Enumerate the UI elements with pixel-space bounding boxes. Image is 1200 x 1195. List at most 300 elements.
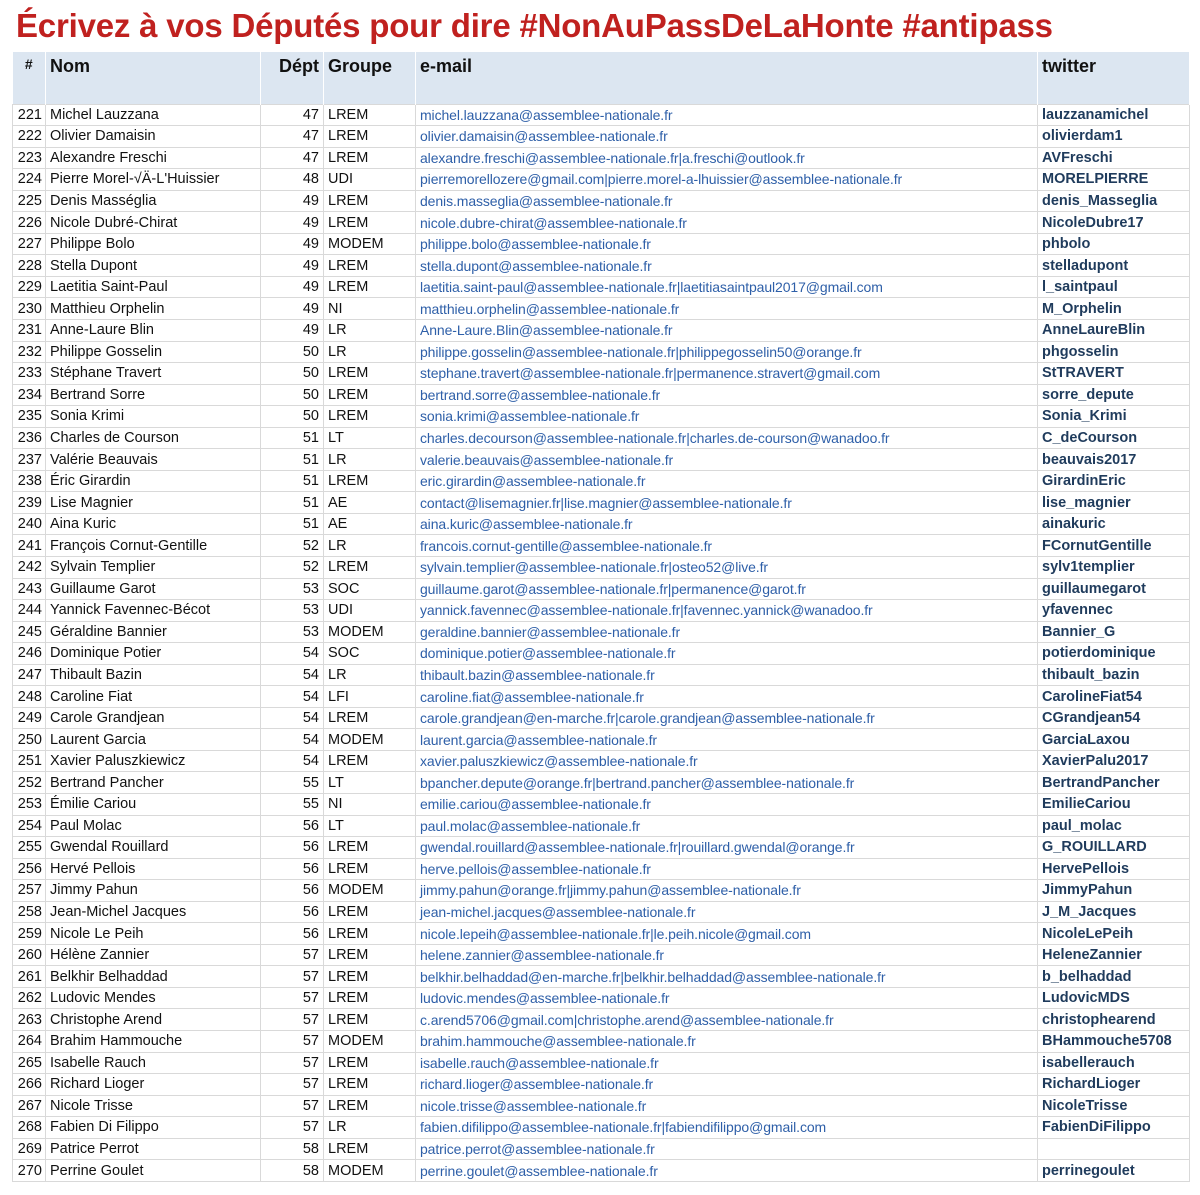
department-number: 47 [261,126,324,148]
email-link[interactable]: laetitia.saint-paul@assemblee-nationale.fr|laetitiasaintpaul2017@gmail.com [416,276,1038,298]
row-number: 243 [13,578,46,600]
political-group: MODEM [324,729,416,751]
email-link[interactable]: c.arend5706@gmail.com|christophe.arend@assemblee-nationale.fr [416,1009,1038,1031]
row-number: 250 [13,729,46,751]
twitter-handle[interactable]: AVFreschi [1038,147,1190,169]
row-number: 246 [13,643,46,665]
department-number: 47 [261,104,324,126]
column-header-number: # [13,52,46,104]
table-row [13,621,1190,643]
table-row [13,1095,1190,1117]
department-number: 53 [261,621,324,643]
political-group: LREM [324,901,416,923]
deputy-name: Bertrand Sorre [46,384,261,406]
department-number: 54 [261,750,324,772]
twitter-handle[interactable]: BHammouche5708 [1038,1031,1190,1053]
row-number: 239 [13,492,46,514]
email-link[interactable]: patrice.perrot@assemblee-nationale.fr [416,1138,1038,1160]
twitter-handle[interactable]: perrinegoulet [1038,1160,1190,1182]
row-number: 222 [13,126,46,148]
twitter-handle[interactable]: b_belhaddad [1038,966,1190,988]
deputy-name: Nicole Dubré-Chirat [46,212,261,234]
row-number: 247 [13,664,46,686]
table-row [13,470,1190,492]
email-link[interactable]: caroline.fiat@assemblee-nationale.fr [416,686,1038,708]
row-number: 254 [13,815,46,837]
email-link[interactable]: ludovic.mendes@assemblee-nationale.fr [416,987,1038,1009]
deputy-name: Christophe Arend [46,1009,261,1031]
twitter-handle[interactable]: M_Orphelin [1038,298,1190,320]
department-number: 51 [261,470,324,492]
deputy-name: Alexandre Freschi [46,147,261,169]
twitter-handle[interactable]: thibault_bazin [1038,664,1190,686]
deputy-name: Aina Kuric [46,513,261,535]
deputy-name: Michel Lauzzana [46,104,261,126]
twitter-handle[interactable]: christophearend [1038,1009,1190,1031]
row-number: 249 [13,707,46,729]
twitter-handle[interactable]: paul_molac [1038,815,1190,837]
email-link[interactable]: charles.decourson@assemblee-nationale.fr|charles.de-courson@wanadoo.fr [416,427,1038,449]
twitter-handle[interactable]: NicoleLePeih [1038,923,1190,945]
twitter-handle[interactable]: HervePellois [1038,858,1190,880]
political-group: LREM [324,1138,416,1160]
twitter-handle[interactable]: lise_magnier [1038,492,1190,514]
email-link[interactable]: contact@lisemagnier.fr|lise.magnier@assemblee-nationale.fr [416,492,1038,514]
deputy-name: Éric Girardin [46,470,261,492]
row-number: 251 [13,750,46,772]
table-body [13,104,1190,1181]
twitter-handle[interactable]: denis_Masseglia [1038,190,1190,212]
table-row [13,600,1190,622]
table-row [13,384,1190,406]
twitter-handle[interactable]: CarolineFiat54 [1038,686,1190,708]
row-number: 245 [13,621,46,643]
deputy-name: Charles de Courson [46,427,261,449]
email-link[interactable]: perrine.goulet@assemblee-nationale.fr [416,1160,1038,1182]
twitter-handle[interactable]: phgosselin [1038,341,1190,363]
table-row [13,837,1190,859]
deputy-name: Brahim Hammouche [46,1031,261,1053]
table-row [13,298,1190,320]
twitter-handle[interactable]: CGrandjean54 [1038,707,1190,729]
table-row [13,664,1190,686]
email-link[interactable]: fabien.difilippo@assemblee-nationale.fr|fabiendifilippo@gmail.com [416,1117,1038,1139]
table-row [13,556,1190,578]
political-group: LR [324,449,416,471]
email-link[interactable]: philippe.gosselin@assemblee-nationale.fr|philippegosselin50@orange.fr [416,341,1038,363]
twitter-handle[interactable]: yfavennec [1038,600,1190,622]
row-number: 262 [13,987,46,1009]
table-row [13,212,1190,234]
twitter-handle[interactable]: MORELPIERRE [1038,169,1190,191]
political-group: LREM [324,923,416,945]
political-group: LREM [324,126,416,148]
political-group: LREM [324,212,416,234]
deputy-name: Philippe Gosselin [46,341,261,363]
email-link[interactable]: yannick.favennec@assemblee-nationale.fr|favennec.yannick@wanadoo.fr [416,600,1038,622]
table-row [13,858,1190,880]
department-number: 56 [261,880,324,902]
department-number: 51 [261,427,324,449]
deputy-name: Belkhir Belhaddad [46,966,261,988]
political-group: AE [324,513,416,535]
email-link[interactable]: eric.girardin@assemblee-nationale.fr [416,470,1038,492]
department-number: 58 [261,1160,324,1182]
table-row [13,535,1190,557]
deputy-name: Bertrand Pancher [46,772,261,794]
department-number: 57 [261,1074,324,1096]
email-link[interactable]: valerie.beauvais@assemblee-nationale.fr [416,449,1038,471]
table-row [13,880,1190,902]
department-number: 58 [261,1138,324,1160]
political-group: LREM [324,987,416,1009]
political-group: AE [324,492,416,514]
deputy-name: Denis Masséglia [46,190,261,212]
twitter-handle[interactable]: olivierdam1 [1038,126,1190,148]
department-number: 54 [261,729,324,751]
table-row [13,1138,1190,1160]
row-number: 237 [13,449,46,471]
email-link[interactable]: denis.masseglia@assemblee-nationale.fr [416,190,1038,212]
twitter-handle[interactable]: l_saintpaul [1038,276,1190,298]
column-header-email: e-mail [416,52,1038,104]
row-number: 241 [13,535,46,557]
table-row [13,643,1190,665]
deputy-name: Yannick Favennec-Bécot [46,600,261,622]
department-number: 53 [261,578,324,600]
deputies-table [12,52,1190,1182]
political-group: LREM [324,1009,416,1031]
table-row [13,686,1190,708]
table-row [13,1031,1190,1053]
row-number: 269 [13,1138,46,1160]
political-group: LREM [324,750,416,772]
political-group: MODEM [324,233,416,255]
twitter-handle[interactable]: J_M_Jacques [1038,901,1190,923]
email-link[interactable]: sylvain.templier@assemblee-nationale.fr|osteo52@live.fr [416,556,1038,578]
table-header [13,52,1190,104]
email-link[interactable]: gwendal.rouillard@assemblee-nationale.fr|rouillard.gwendal@orange.fr [416,837,1038,859]
row-number: 257 [13,880,46,902]
department-number: 57 [261,1009,324,1031]
department-number: 57 [261,1117,324,1139]
email-link[interactable]: olivier.damaisin@assemblee-nationale.fr [416,126,1038,148]
twitter-handle[interactable]: XavierPalu2017 [1038,750,1190,772]
political-group: LREM [324,1074,416,1096]
email-link[interactable]: bpancher.depute@orange.fr|bertrand.pancher@assemblee-nationale.fr [416,772,1038,794]
deputy-name: Laurent Garcia [46,729,261,751]
political-group: SOC [324,643,416,665]
deputy-name: Hervé Pellois [46,858,261,880]
email-link[interactable]: aina.kuric@assemblee-nationale.fr [416,513,1038,535]
table-row [13,147,1190,169]
email-link[interactable]: stella.dupont@assemblee-nationale.fr [416,255,1038,277]
political-group: MODEM [324,1160,416,1182]
email-link[interactable]: francois.cornut-gentille@assemblee-nationale.fr [416,535,1038,557]
table-row [13,276,1190,298]
deputy-name: Fabien Di Filippo [46,1117,261,1139]
political-group: LFI [324,686,416,708]
department-number: 57 [261,987,324,1009]
department-number: 50 [261,341,324,363]
political-group: LREM [324,1052,416,1074]
department-number: 49 [261,190,324,212]
row-number: 234 [13,384,46,406]
department-number: 50 [261,384,324,406]
table-row [13,1052,1190,1074]
department-number: 47 [261,147,324,169]
deputy-name: Patrice Perrot [46,1138,261,1160]
political-group: LREM [324,104,416,126]
email-link[interactable]: sonia.krimi@assemblee-nationale.fr [416,406,1038,428]
political-group: UDI [324,169,416,191]
twitter-handle[interactable]: HeleneZannier [1038,944,1190,966]
row-number: 264 [13,1031,46,1053]
row-number: 252 [13,772,46,794]
deputy-name: Nicole Le Peih [46,923,261,945]
political-group: LREM [324,384,416,406]
department-number: 54 [261,664,324,686]
deputy-name: Hélène Zannier [46,944,261,966]
table-row [13,966,1190,988]
deputy-name: Gwendal Rouillard [46,837,261,859]
row-number: 268 [13,1117,46,1139]
column-header-name: Nom [46,52,261,104]
department-number: 52 [261,535,324,557]
deputy-name: Caroline Fiat [46,686,261,708]
deputies-table-container [12,52,1189,1182]
row-number: 265 [13,1052,46,1074]
deputy-name: Nicole Trisse [46,1095,261,1117]
department-number: 51 [261,492,324,514]
deputy-name: Anne-Laure Blin [46,319,261,341]
department-number: 54 [261,707,324,729]
twitter-handle[interactable]: beauvais2017 [1038,449,1190,471]
twitter-handle[interactable]: GirardinEric [1038,470,1190,492]
row-number: 260 [13,944,46,966]
political-group: LREM [324,944,416,966]
twitter-handle[interactable]: guillaumegarot [1038,578,1190,600]
row-number: 235 [13,406,46,428]
twitter-handle[interactable]: NicoleDubre17 [1038,212,1190,234]
table-row [13,255,1190,277]
row-number: 240 [13,513,46,535]
political-group: LREM [324,858,416,880]
row-number: 253 [13,794,46,816]
email-link[interactable]: dominique.potier@assemblee-nationale.fr [416,643,1038,665]
row-number: 226 [13,212,46,234]
email-link[interactable]: laurent.garcia@assemblee-nationale.fr [416,729,1038,751]
table-row [13,449,1190,471]
table-row [13,707,1190,729]
table-row [13,1117,1190,1139]
political-group: NI [324,794,416,816]
political-group: MODEM [324,880,416,902]
department-number: 51 [261,449,324,471]
political-group: LR [324,535,416,557]
email-link[interactable]: bertrand.sorre@assemblee-nationale.fr [416,384,1038,406]
table-row [13,729,1190,751]
deputy-name: Sylvain Templier [46,556,261,578]
department-number: 56 [261,837,324,859]
table-row [13,319,1190,341]
row-number: 270 [13,1160,46,1182]
table-row [13,406,1190,428]
email-link[interactable]: richard.lioger@assemblee-nationale.fr [416,1074,1038,1096]
table-row [13,944,1190,966]
email-link[interactable]: jimmy.pahun@orange.fr|jimmy.pahun@assemblee-nationale.fr [416,880,1038,902]
department-number: 57 [261,944,324,966]
email-link[interactable]: guillaume.garot@assemblee-nationale.fr|permanence@garot.fr [416,578,1038,600]
table-row [13,772,1190,794]
email-link[interactable]: alexandre.freschi@assemblee-nationale.fr|a.freschi@outlook.fr [416,147,1038,169]
twitter-handle[interactable]: sorre_depute [1038,384,1190,406]
political-group: LR [324,319,416,341]
row-number: 233 [13,363,46,385]
twitter-handle[interactable]: LudovicMDS [1038,987,1190,1009]
twitter-handle[interactable]: G_ROUILLARD [1038,837,1190,859]
row-number: 263 [13,1009,46,1031]
email-link[interactable]: brahim.hammouche@assemblee-nationale.fr [416,1031,1038,1053]
table-row [13,1074,1190,1096]
row-number: 221 [13,104,46,126]
twitter-handle[interactable]: FabienDiFilippo [1038,1117,1190,1139]
political-group: LREM [324,556,416,578]
email-link[interactable]: Anne-Laure.Blin@assemblee-nationale.fr [416,319,1038,341]
email-link[interactable]: helene.zannier@assemblee-nationale.fr [416,944,1038,966]
department-number: 55 [261,772,324,794]
column-header-group: Groupe [324,52,416,104]
email-link[interactable]: emilie.cariou@assemblee-nationale.fr [416,794,1038,816]
email-link[interactable]: paul.molac@assemblee-nationale.fr [416,815,1038,837]
email-link[interactable]: herve.pellois@assemblee-nationale.fr [416,858,1038,880]
deputy-name: Stéphane Travert [46,363,261,385]
email-link[interactable]: nicole.trisse@assemblee-nationale.fr [416,1095,1038,1117]
twitter-handle[interactable]: NicoleTrisse [1038,1095,1190,1117]
table-row [13,169,1190,191]
row-number: 223 [13,147,46,169]
row-number: 231 [13,319,46,341]
email-link[interactable]: pierremorellozere@gmail.com|pierre.morel-a-lhuissier@assemblee-nationale.fr [416,169,1038,191]
deputy-name: Lise Magnier [46,492,261,514]
twitter-handle[interactable]: lauzzanamichel [1038,104,1190,126]
email-link[interactable]: michel.lauzzana@assemblee-nationale.fr [416,104,1038,126]
email-link[interactable]: thibault.bazin@assemblee-nationale.fr [416,664,1038,686]
department-number: 48 [261,169,324,191]
email-link[interactable]: isabelle.rauch@assemblee-nationale.fr [416,1052,1038,1074]
political-group: NI [324,298,416,320]
department-number: 57 [261,1095,324,1117]
twitter-handle[interactable]: BertrandPancher [1038,772,1190,794]
deputy-name: Paul Molac [46,815,261,837]
table-row [13,578,1190,600]
twitter-handle[interactable]: GarciaLaxou [1038,729,1190,751]
department-number: 57 [261,1031,324,1053]
twitter-handle[interactable]: isabellerauch [1038,1052,1190,1074]
email-link[interactable]: xavier.paluszkiewicz@assemblee-nationale.fr [416,750,1038,772]
department-number: 50 [261,406,324,428]
twitter-handle[interactable]: potierdominique [1038,643,1190,665]
deputy-name: Richard Lioger [46,1074,261,1096]
twitter-handle[interactable]: RichardLioger [1038,1074,1190,1096]
row-number: 267 [13,1095,46,1117]
political-group: MODEM [324,621,416,643]
deputy-name: Émilie Cariou [46,794,261,816]
deputy-name: Valérie Beauvais [46,449,261,471]
deputy-name: Thibault Bazin [46,664,261,686]
table-row [13,126,1190,148]
twitter-handle[interactable]: sylv1templier [1038,556,1190,578]
political-group: SOC [324,578,416,600]
table-row [13,492,1190,514]
twitter-handle[interactable]: AnneLaureBlin [1038,319,1190,341]
email-link[interactable]: philippe.bolo@assemblee-nationale.fr [416,233,1038,255]
email-link[interactable]: matthieu.orphelin@assemblee-nationale.fr [416,298,1038,320]
row-number: 259 [13,923,46,945]
email-link[interactable]: nicole.dubre-chirat@assemblee-nationale.fr [416,212,1038,234]
row-number: 266 [13,1074,46,1096]
row-number: 236 [13,427,46,449]
deputy-name: Sonia Krimi [46,406,261,428]
political-group: LREM [324,837,416,859]
twitter-handle[interactable]: EmilieCariou [1038,794,1190,816]
department-number: 57 [261,1052,324,1074]
twitter-handle[interactable]: FCornutGentille [1038,535,1190,557]
twitter-handle[interactable]: stelladupont [1038,255,1190,277]
deputy-name: Philippe Bolo [46,233,261,255]
twitter-handle[interactable]: phbolo [1038,233,1190,255]
political-group: LR [324,664,416,686]
twitter-handle[interactable] [1038,1138,1190,1160]
twitter-handle[interactable]: StTRAVERT [1038,363,1190,385]
twitter-handle[interactable]: ainakuric [1038,513,1190,535]
political-group: LT [324,815,416,837]
department-number: 49 [261,319,324,341]
table-row [13,987,1190,1009]
row-number: 244 [13,600,46,622]
political-group: LR [324,341,416,363]
column-header-department: Dépt [261,52,324,104]
political-group: LREM [324,190,416,212]
row-number: 238 [13,470,46,492]
deputy-name: Pierre Morel-√Ä-L'Huissier [46,169,261,191]
political-group: LT [324,772,416,794]
row-number: 225 [13,190,46,212]
political-group: LT [324,427,416,449]
department-number: 50 [261,363,324,385]
twitter-handle[interactable]: Sonia_Krimi [1038,406,1190,428]
department-number: 49 [261,233,324,255]
twitter-handle[interactable]: C_deCourson [1038,427,1190,449]
email-link[interactable]: carole.grandjean@en-marche.fr|carole.grandjean@assemblee-nationale.fr [416,707,1038,729]
row-number: 256 [13,858,46,880]
table-row [13,1009,1190,1031]
table-row [13,1160,1190,1182]
political-group: MODEM [324,1031,416,1053]
column-header-twitter: twitter [1038,52,1190,104]
email-link[interactable]: geraldine.bannier@assemblee-nationale.fr [416,621,1038,643]
department-number: 52 [261,556,324,578]
email-link[interactable]: nicole.lepeih@assemblee-nationale.fr|le.peih.nicole@gmail.com [416,923,1038,945]
row-number: 232 [13,341,46,363]
email-link[interactable]: belkhir.belhaddad@en-marche.fr|belkhir.belhaddad@assemblee-nationale.fr [416,966,1038,988]
email-link[interactable]: jean-michel.jacques@assemblee-nationale.fr [416,901,1038,923]
twitter-handle[interactable]: JimmyPahun [1038,880,1190,902]
political-group: LREM [324,406,416,428]
twitter-handle[interactable]: Bannier_G [1038,621,1190,643]
row-number: 258 [13,901,46,923]
email-link[interactable]: stephane.travert@assemblee-nationale.fr|permanence.stravert@gmail.com [416,363,1038,385]
